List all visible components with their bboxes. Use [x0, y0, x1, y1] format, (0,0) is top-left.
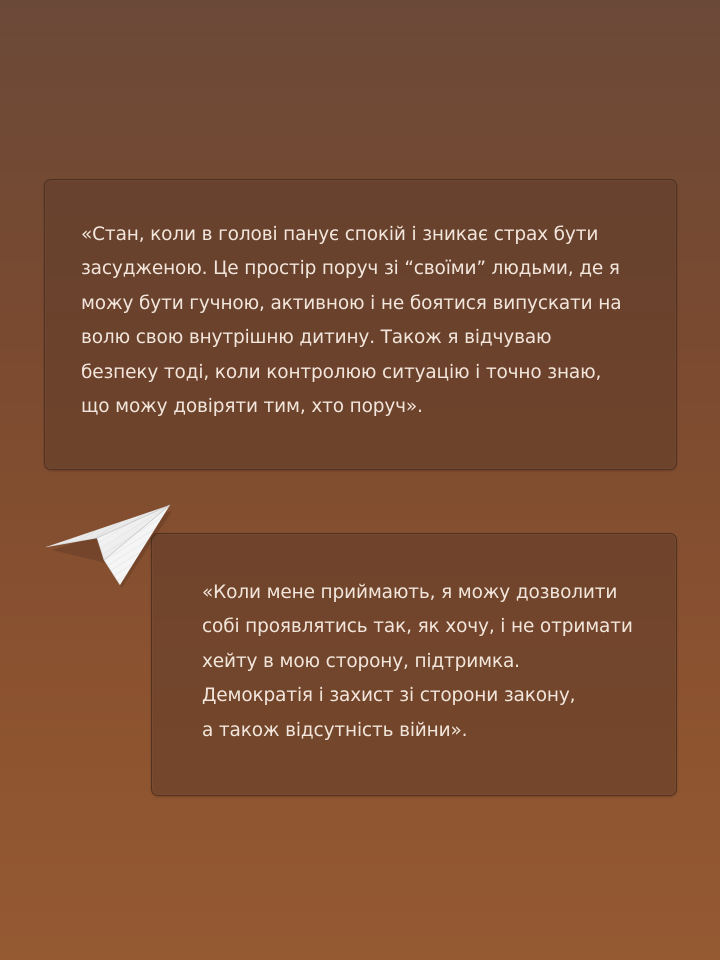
- quote-text-2: [202, 576, 633, 748]
- quote-line: безпеку тоді, коли контролюю ситуацію і точно знаю,: [81, 361, 602, 383]
- quote-line: хейту в мою сторону, підтримка.: [202, 650, 520, 672]
- quote-line: «Коли мене приймають, я можу дозволити: [202, 582, 618, 603]
- quote-line: волю свою внутрішню дитину. Також я відчуваю: [81, 327, 552, 349]
- quote-line: собі проявлятись так, як хочу, і не отримати: [202, 616, 633, 638]
- quote-card-2: [151, 533, 677, 796]
- quote-line: Демократія і захист зі сторони закону,: [202, 685, 576, 707]
- quote-card-1: [44, 179, 677, 470]
- paper-airplane-icon: [42, 500, 176, 590]
- quote-text-1: [81, 218, 621, 424]
- quote-line: засудженою. Це простір поруч зі “своїми” людьми, де я: [81, 258, 620, 280]
- quote-line: а також відсутність війни».: [202, 719, 468, 741]
- quote-line: що можу довіряти тим, хто поруч».: [81, 396, 423, 418]
- quote-line: «Стан, коли в голові панує спокій і зникає страх бути: [81, 224, 599, 245]
- quote-line: можу бути гучною, активною і не боятися випускати на: [81, 292, 622, 314]
